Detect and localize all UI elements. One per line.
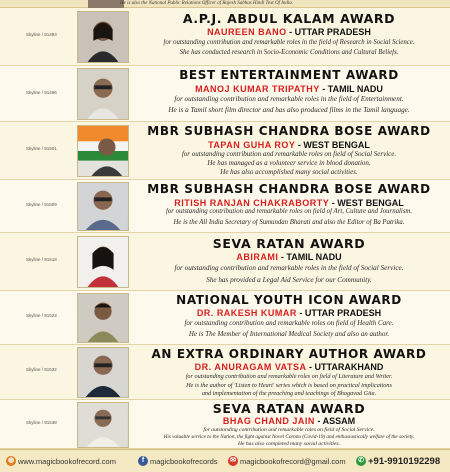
award-description: She has conducted research in Socio-Economic Conditions and Cultural Beliefs. [179, 49, 399, 56]
award-description: for outstanding contribution and remarkable roles on field of Art, Culture and Journalism. [165, 208, 413, 215]
website-text: www.magicbookofrecord.com [18, 457, 116, 466]
award-entry [0, 8, 450, 66]
award-entry [0, 400, 450, 449]
top-strip [0, 0, 450, 8]
awardee-line [136, 84, 442, 94]
reference-number: Skyline / 91501 [26, 146, 57, 151]
awardee-photo [77, 182, 129, 231]
website-link[interactable] [6, 456, 116, 467]
awardee-name: ABIRAMI [236, 252, 279, 262]
award-description: He is a Tamil short film director and has also produced films in the Tamil language. [168, 106, 410, 114]
award-description: for outstanding contribution and remarkable roles on field of Social Service. [203, 427, 375, 433]
contact-footer [0, 449, 450, 472]
award-description: for outstanding contribution and remarkable roles on field of Social Service. [181, 150, 397, 158]
awardee-line [136, 27, 442, 37]
awardee-state: - WEST BENGAL [331, 198, 404, 208]
email-link[interactable] [228, 456, 346, 467]
award-title: SEVA RATAN AWARD [212, 401, 366, 416]
awardee-state: - UTTAR PRADESH [289, 27, 371, 37]
award-entry [0, 291, 450, 345]
award-title: A.P.J. ABDUL KALAM AWARD [182, 11, 396, 26]
award-description: for outstanding contribution and remarkable roles in the field of Social Service. [174, 264, 404, 272]
awardee-name: BHAG CHAND JAIN [222, 416, 315, 426]
award-entry [0, 233, 450, 291]
reference-number: Skyline / 91532 [26, 367, 57, 372]
phone-link[interactable] [356, 456, 440, 467]
awardee-state: - TAMIL NADU [280, 252, 342, 262]
awardee-state: - UTTARAKHAND [309, 362, 384, 372]
award-description: for outstanding contribution and remarkable roles in the field of Research in Social Science. [163, 39, 415, 46]
facebook-link[interactable] [138, 456, 218, 467]
previous-photo-edge [88, 0, 124, 8]
award-entry [0, 180, 450, 233]
award-description: for outstanding contribution and remarkable roles in the field of Entertainment. [174, 95, 404, 103]
award-description: He has also completed many social activities. [237, 441, 341, 447]
reference-number: Skyline / 91523 [26, 313, 57, 318]
reference-number: Skyline / 91538 [26, 420, 57, 425]
awardee-photo [77, 402, 129, 448]
awardee-line [136, 140, 442, 150]
awardee-state: - TAMIL NADU [322, 84, 383, 94]
awardee-photo [77, 11, 129, 63]
awardee-name: NAUREEN BANO [207, 27, 287, 37]
reference-number: Skyline / 91496 [26, 90, 57, 95]
email-text: magicbookofrecord@gmail.com [240, 457, 346, 466]
awardee-line [136, 308, 442, 318]
award-entry [0, 122, 450, 180]
award-description: He is The Member of International Medical Society and also an author. [188, 330, 390, 338]
award-description: He has managed as a volunteer service in blood donation. [207, 159, 371, 167]
reference-number: Skyline / 91518 [26, 257, 57, 262]
award-description: He has also accomplished many social activities. [220, 168, 358, 176]
award-title: MBR SUBHASH CHANDRA BOSE AWARD [147, 182, 431, 196]
awardee-name: RITISH RANJAN CHAKRABORTY [174, 198, 330, 208]
award-entry [0, 66, 450, 122]
facebook-text: magicbookofrecords [150, 457, 218, 466]
awardee-state: - WEST BENGAL [297, 140, 370, 150]
awardee-photo [77, 68, 129, 120]
globe-icon: ◍ [7, 457, 15, 465]
phone-text: +91-9910192298 [368, 456, 441, 467]
reference-number: Skyline / 91509 [26, 202, 57, 207]
reference-number: Skyline / 91493 [26, 32, 57, 37]
award-title: NATIONAL YOUTH ICON AWARD [176, 293, 402, 307]
award-description: for outstanding contribution and remarkable roles on field of Literature and Writer. [185, 373, 393, 380]
awardee-state: - UTTAR PRADESH [299, 308, 382, 318]
awardee-photo [77, 293, 129, 343]
award-description: He is the All India Secretary of Sumundan Bharati and also the Editor of Ba Patrika. [173, 219, 405, 226]
awardee-line [136, 198, 442, 208]
awardee-state: - ASSAM [317, 416, 356, 426]
award-description: His valuable service to the Nation, the fight against Novel Corona (Covid-19) and enthusiastically welfare of the society. [163, 434, 415, 440]
awardee-line [136, 362, 442, 372]
awardee-photo [77, 125, 129, 177]
award-entry [0, 345, 450, 400]
facebook-icon: f [138, 456, 148, 466]
award-description: She has provided a Legal Aid Service for our Community. [206, 276, 372, 284]
awardee-line [136, 416, 442, 426]
award-description: for outstanding contribution and remarkable roles on field of Health Care. [184, 319, 394, 327]
award-title: BEST ENTERTAINMENT AWARD [179, 68, 399, 82]
award-title: MBR SUBHASH CHANDRA BOSE AWARD [147, 124, 431, 138]
awardee-name: TAPAN GUHA ROY [208, 140, 296, 150]
award-description: and implementation of the preaching and teachings of Bhagavad Gita. [201, 390, 377, 397]
awardee-name: DR. ANURAGAM VATSA [194, 362, 307, 372]
awardee-line [136, 252, 442, 262]
award-list [0, 8, 450, 449]
awardee-photo [77, 236, 129, 288]
awardee-name: DR. RAKESH KUMAR [196, 308, 297, 318]
award-title: SEVA RATAN AWARD [212, 236, 366, 251]
awardee-photo [77, 347, 129, 398]
phone-icon: ✆ [356, 456, 366, 466]
awardee-name: MANOJ KUMAR TRIPATHY [195, 84, 320, 94]
mail-icon: ✉ [228, 456, 238, 466]
award-title: AN EXTRA ORDINARY AUTHOR AWARD [151, 347, 427, 361]
previous-entry-text: He is also the National Public Relations Officer of Rajesh Sabhas Hindi Text Of India. [120, 1, 293, 6]
award-description: He is the author of 'Listen to Heart' series which is based on practical implications [186, 382, 392, 389]
